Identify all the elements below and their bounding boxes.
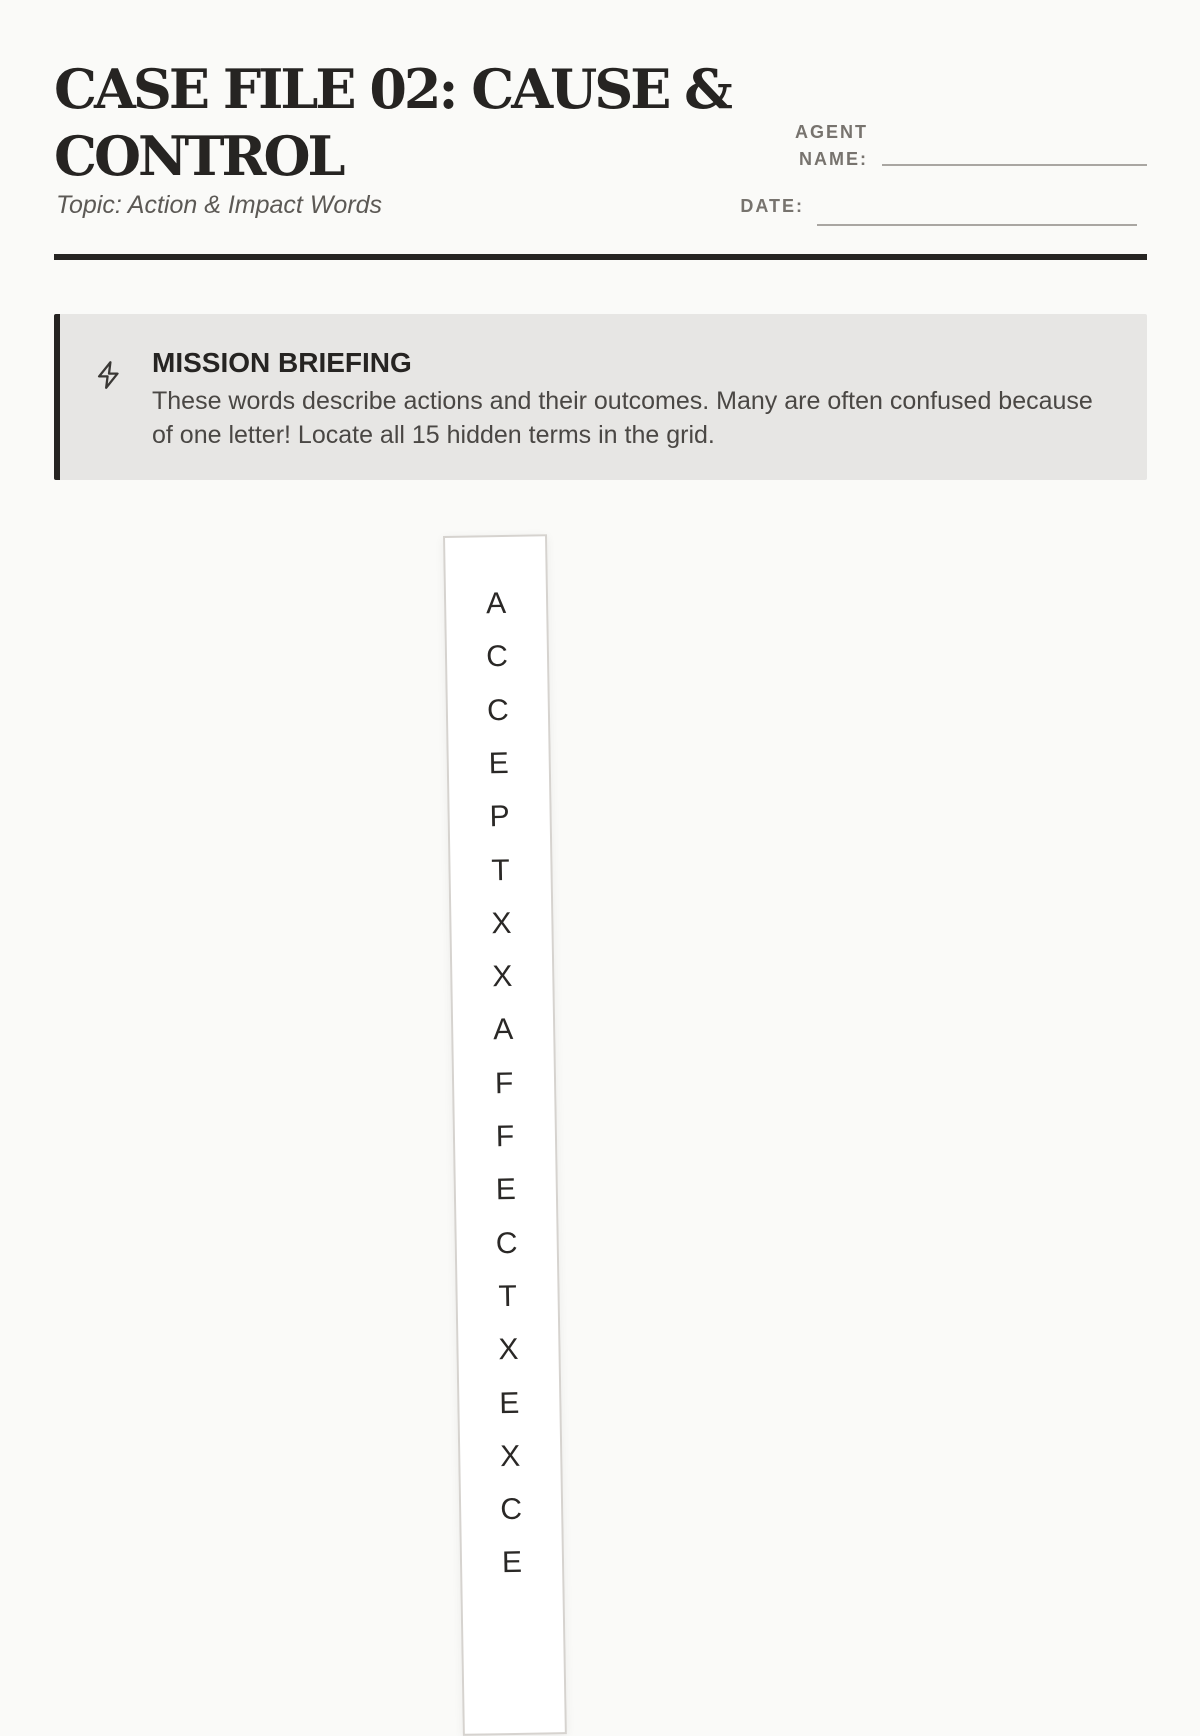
grid-letter[interactable]: T — [498, 1279, 518, 1314]
grid-letter[interactable]: C — [486, 693, 509, 727]
briefing-title: MISSION BRIEFING — [152, 347, 412, 378]
page-title: CASE FILE 02: CAUSE & CONTROL — [54, 57, 730, 188]
agent-name-label — [760, 119, 868, 173]
briefing-body: These words describe actions and their outcomes. Many are often confused because of one letter! Locate all 15 hidden terms in the grid. — [152, 387, 1093, 449]
agent-name-field[interactable] — [882, 164, 1147, 166]
grid-letter[interactable]: A — [485, 586, 507, 621]
grid-letter[interactable]: E — [501, 1546, 523, 1580]
grid-letter[interactable]: T — [491, 853, 510, 887]
grid-letter[interactable]: X — [499, 1439, 521, 1473]
date-field[interactable] — [817, 224, 1137, 226]
grid-letter[interactable]: P — [489, 800, 510, 834]
page-subtitle: Topic: Action & Impact Words — [56, 191, 383, 219]
mission-briefing — [54, 314, 1147, 480]
header-divider — [54, 254, 1147, 260]
agent-label-line2: NAME: — [799, 149, 868, 169]
date-label: DATE: — [740, 196, 804, 216]
grid-letter[interactable]: F — [494, 1066, 514, 1100]
grid-letter[interactable]: E — [499, 1386, 520, 1420]
grid-letter[interactable]: E — [488, 746, 510, 781]
agent-label-line1: AGENT — [795, 122, 868, 142]
grid-letter[interactable]: A — [492, 1013, 514, 1047]
grid-letter[interactable]: X — [498, 1333, 519, 1367]
grid-letter[interactable]: X — [492, 960, 513, 994]
grid-letter[interactable]: C — [500, 1492, 523, 1527]
grid-letter[interactable]: E — [495, 1173, 517, 1207]
grid-letter[interactable]: F — [495, 1119, 515, 1154]
grid-letter[interactable]: X — [491, 906, 512, 941]
grid-letter[interactable]: C — [485, 640, 509, 674]
word-search-grid — [443, 534, 567, 1736]
grid-letter[interactable]: C — [495, 1226, 518, 1260]
lightning-icon — [92, 358, 126, 392]
